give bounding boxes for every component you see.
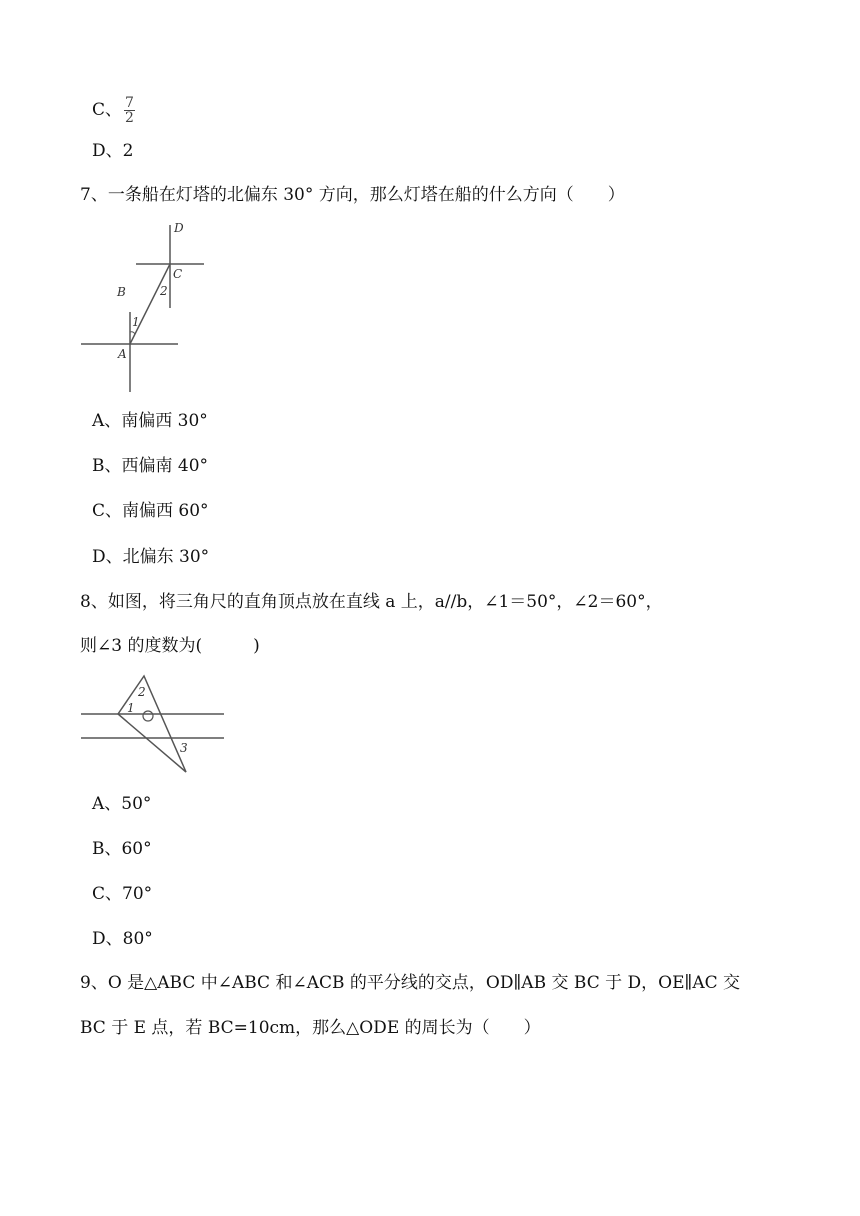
q8-hole-circle bbox=[143, 711, 153, 721]
q7-label-c: C bbox=[173, 267, 183, 281]
q6-option-c bbox=[92, 96, 135, 125]
q7-segment-ac bbox=[130, 264, 170, 344]
q9-stem-line-2: BC 于 E 点，若 BC=10cm，那么△ODE 的周长为（ ） bbox=[80, 1018, 541, 1038]
q7-option-c: C、南偏西 60° bbox=[92, 501, 209, 521]
q8-stem-line-2: 则∠3 的度数为( ) bbox=[80, 636, 260, 656]
q7-option-d: D、北偏东 30° bbox=[92, 547, 210, 567]
q7-option-a: A、南偏西 30° bbox=[92, 411, 208, 431]
q7-label-a: A bbox=[118, 347, 127, 361]
q7-option-b: B、西偏南 40° bbox=[92, 456, 209, 476]
q6-option-c-fraction bbox=[124, 96, 135, 125]
q8-label-angle-2: 2 bbox=[138, 685, 146, 699]
q8-option-b: B、60° bbox=[92, 839, 152, 859]
q7-label-b: B bbox=[117, 285, 126, 299]
q7-stem: 7、一条船在灯塔的北偏东 30° 方向，那么灯塔在船的什么方向（ ） bbox=[80, 185, 625, 205]
q8-label-angle-3: 3 bbox=[180, 741, 188, 755]
q6-option-d: D、2 bbox=[92, 141, 134, 161]
fraction-denominator: 2 bbox=[125, 110, 134, 126]
q8-option-c: C、70° bbox=[92, 884, 153, 904]
q8-option-a: A、50° bbox=[92, 794, 152, 814]
q6-option-c-prefix: C、 bbox=[92, 100, 123, 120]
q9-stem-line-1: 9、O 是△ABC 中∠ABC 和∠ACB 的平分线的交点，OD∥AB 交 BC 于 D，OE∥AC 交 bbox=[80, 973, 741, 993]
q8-label-angle-1: 1 bbox=[127, 701, 135, 715]
q7-label-angle-1: 1 bbox=[132, 315, 140, 329]
q8-figure bbox=[76, 668, 231, 778]
q8-triangle-ruler bbox=[118, 676, 186, 772]
q8-option-d: D、80° bbox=[92, 929, 153, 949]
q7-label-angle-2: 2 bbox=[160, 284, 168, 298]
fraction-numerator: 7 bbox=[125, 95, 134, 111]
q7-label-d: D bbox=[174, 221, 184, 235]
q8-stem-line-1: 8、如图，将三角尺的直角顶点放在直线 a 上，a//b，∠1＝50°，∠2＝60°， bbox=[80, 592, 663, 612]
q7-figure bbox=[76, 220, 216, 395]
